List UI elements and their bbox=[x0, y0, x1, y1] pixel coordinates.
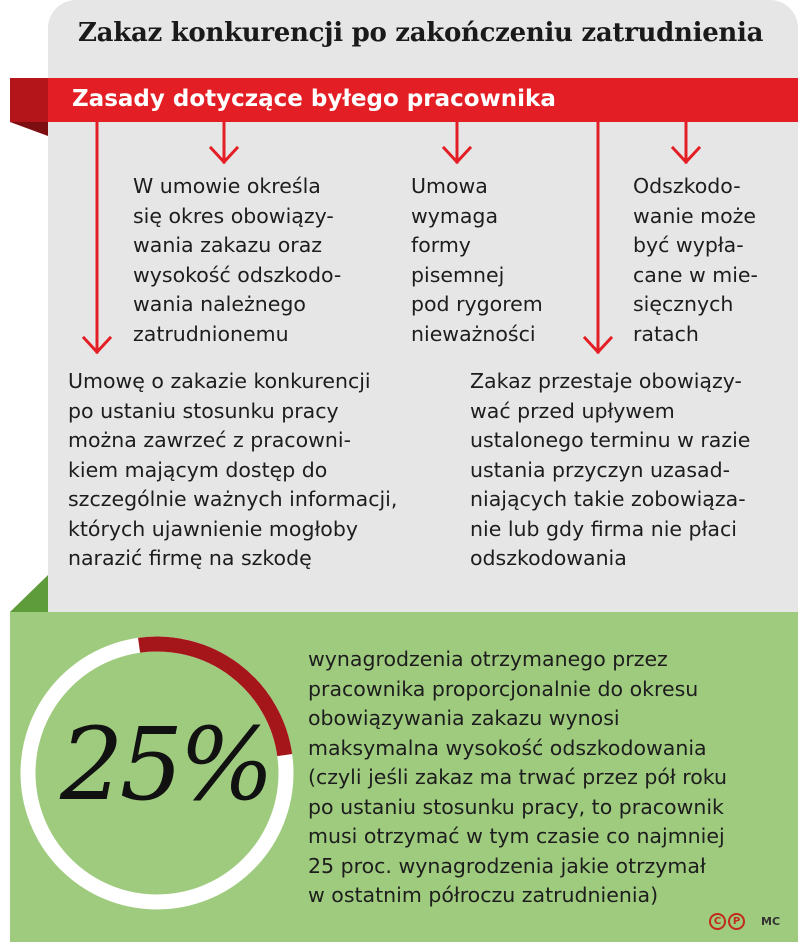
press-icon: P bbox=[728, 913, 745, 930]
rule-written-form-text: Umowa wymaga formy pisemnej pod rygorem nieważności bbox=[411, 174, 543, 346]
rule-installments-text: Odszkodo- wanie może być wypła- cane w mie- sięcznych ratach bbox=[633, 174, 758, 346]
green-panel-fold bbox=[10, 575, 48, 612]
rule-duration-text: W umowie określa się okres obowiązy- wania zakazu oraz wysokość odszkodo- wania należnego zatrudnionemu bbox=[133, 174, 342, 346]
page-title: Zakaz konkurencji po zakończeniu zatrudnienia bbox=[78, 18, 764, 48]
band-fold-shadow bbox=[10, 122, 48, 136]
percent-value: 25% bbox=[60, 706, 271, 823]
author-initials: MC bbox=[761, 915, 781, 928]
rule-termination-text: Zakaz przestaje obowiązy- wać przed upływem ustalonego terminu w razie ustania przyczyn uzasad- niających takie zobowiąza- nie lub gdy firma nie płaci odszkodowania bbox=[470, 369, 751, 570]
section-title: Zasady dotyczące byłego pracownika bbox=[72, 86, 556, 112]
copyright-icon: C bbox=[709, 913, 726, 930]
credits bbox=[709, 913, 780, 930]
corner-spacer bbox=[0, 0, 48, 78]
band-fold bbox=[10, 78, 48, 122]
compensation-text: wynagrodzenia otrzymanego przez pracownika proporcjonalnie do okresu obowiązywania zakazu wynosi maksymalna wysokość odszkodowania (czyli jeśli zakaz ma trwać przez pół roku po ustaniu stosunku pracy, to pracownik musi otrzymać w tym czasie co najmniej 25 proc. wynagrodzenia jakie otrzymał w ostatnim półroczu zatrudnienia) bbox=[308, 647, 728, 907]
rule-eligibility-text: Umowę o zakazie konkurencji po ustaniu stosunku pracy można zawrzeć z pracowni- kiem mającym dostęp do szczególnie ważnych informacji, których ujawnienie mogłoby narazić firmę na szkodę bbox=[68, 369, 398, 570]
